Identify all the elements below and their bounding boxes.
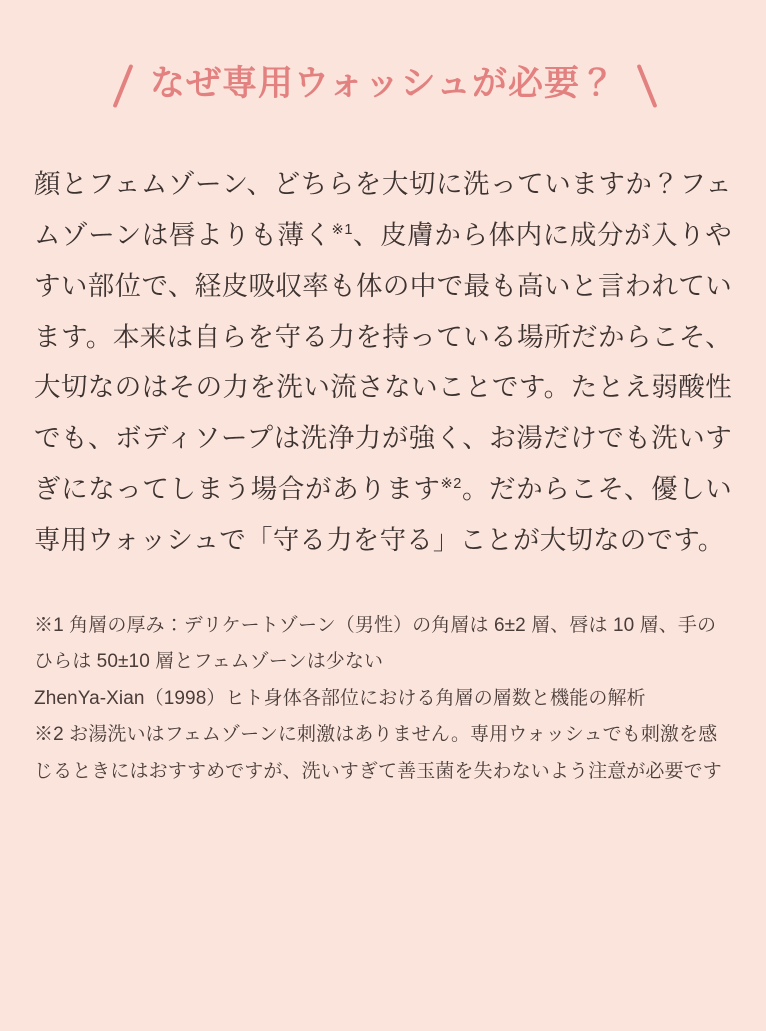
footnote-2: ※2 お湯洗いはフェムゾーンに刺激はありません。専用ウォッシュでも刺激を感じるときにはおすすめですが、洗いすぎて善玉菌を失わないよう注意が必要です (34, 724, 722, 782)
section-heading (34, 0, 732, 129)
decorative-slash-left-icon (106, 63, 136, 105)
body-paragraph: 顔とフェムゾーン、どちらを大切に洗っていますか？フェムゾーンは唇よりも薄く$^{※1}$、皮膚から体内に成分が入りやすい部位で、経皮吸収率も体の中で最も高いと言われています。本来は自らを守る力を持っている場所だからこそ、大切なのはその力を洗い流さないことです。たとえ弱酸性でも、ボディソープは洗浄力が強く、お湯だけでも洗いすぎになってしまう場合があります$^{※2}$。だからこそ、優しい専用ウォッシュで「守る力を守る」ことが大切なのです。 (34, 168, 733, 555)
footnote-1-source: ZhenYa-Xian（1998）ヒト身体各部位における角層の層数と機能の解析 (34, 687, 646, 709)
footnotes (34, 608, 732, 790)
footnote-1: ※1 角層の厚み：デリケートゾーン（男性）の角層は 6±2 層、唇は 10 層、手のひらは 50±10 層とフェムゾーンは少ない (34, 614, 717, 673)
decorative-slash-right-icon (630, 63, 660, 105)
page-title: なぜ専用ウォッシュが必要？ (150, 64, 616, 104)
